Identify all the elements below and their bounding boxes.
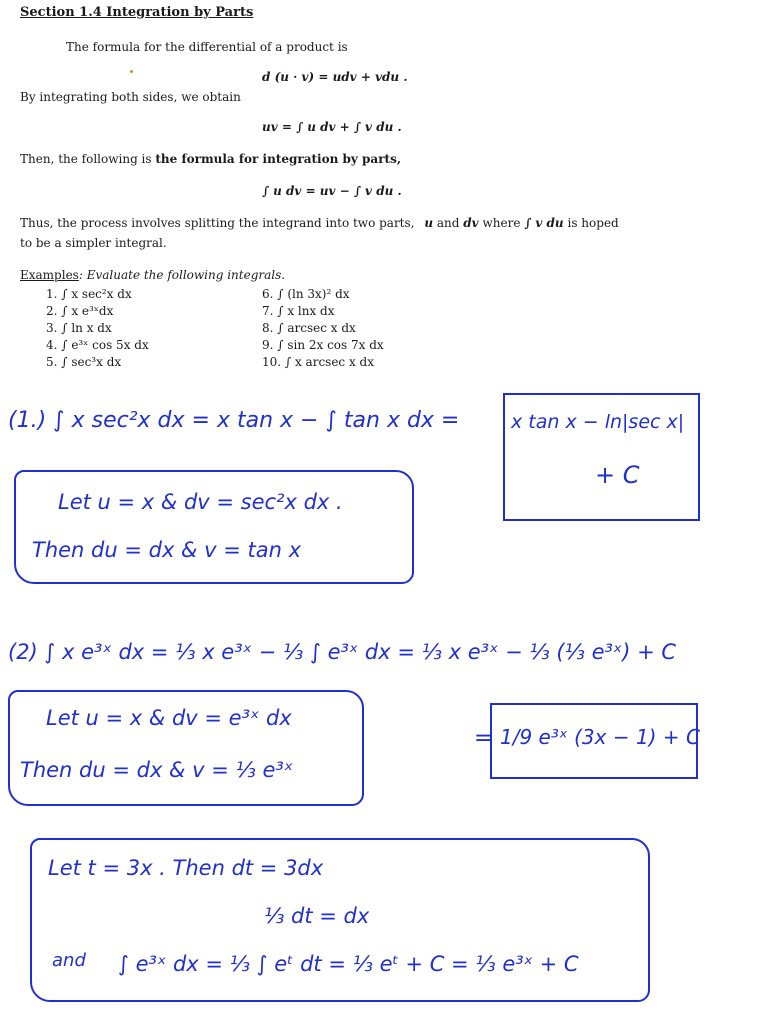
- substitution-equation: ∫ e³ˣ dx = ⅓ ∫ eᵗ dt = ⅓ eᵗ + C = ⅓ e³ˣ + C: [118, 952, 579, 976]
- problem-1-equation: (1.) ∫ x sec²x dx = x tan x − ∫ tan x dx =: [8, 408, 460, 433]
- intro-line-4-int: ∫ v du: [524, 216, 564, 230]
- intro-line-4-u: u: [424, 216, 434, 230]
- stray-dot: [130, 70, 133, 73]
- problem-1-answer-box: [503, 393, 700, 521]
- example-item: 8. ∫ arcsec x dx: [262, 321, 356, 335]
- example-item: 4. ∫ e³ˣ cos 5x dx: [46, 338, 149, 352]
- intro-line-5: to be a simpler integral.: [20, 236, 167, 250]
- intro-line-4: [20, 216, 619, 230]
- problem-2-answer-box: [490, 703, 698, 779]
- problem-2-answer: 1/9 e³ˣ (3x − 1) + C: [500, 725, 700, 749]
- problem-2-let: Let u = x & dv = e³ˣ dx: [46, 706, 292, 730]
- example-item: 10. ∫ x arcsec x dx: [262, 355, 374, 369]
- intro-line-3-prefix: Then, the following is: [20, 152, 156, 166]
- problem-1-let: Let u = x & dv = sec²x dx .: [58, 490, 343, 514]
- example-item: 2. ∫ x e³ˣdx: [46, 304, 114, 318]
- intro-line-4-where: where: [482, 216, 521, 230]
- problem-2-equals: =: [474, 726, 493, 751]
- substitution-work-box: [30, 838, 650, 1002]
- substitution-dt: ⅓ dt = dx: [264, 904, 370, 928]
- examples-right-list: [262, 286, 384, 371]
- examples-heading: [20, 268, 285, 282]
- problem-2-substitution-box: [8, 690, 364, 806]
- examples-heading-rest: : Evaluate the following integrals.: [78, 268, 286, 282]
- example-item: 9. ∫ sin 2x cos 7x dx: [262, 338, 384, 352]
- intro-line-4-end: is hoped: [567, 216, 619, 230]
- problem-1-then: Then du = dx & v = tan x: [32, 538, 302, 562]
- problem-2-equation: (2) ∫ x e³ˣ dx = ⅓ x e³ˣ − ⅓ ∫ e³ˣ dx = ⅓ x e³ˣ − ⅓ (⅓ e³ˣ) + C: [8, 640, 677, 664]
- example-item: 3. ∫ ln x dx: [46, 321, 112, 335]
- example-item: 5. ∫ sec³x dx: [46, 355, 122, 369]
- intro-line-4-a: Thus, the process involves splitting the integrand into two parts,: [20, 216, 415, 230]
- problem-1-answer-line-1: x tan x − ln|sec x|: [511, 411, 685, 433]
- intro-line-3-bold: the formula for integration by parts,: [155, 152, 402, 166]
- example-item: 1. ∫ x sec²x dx: [46, 287, 132, 301]
- equation-product-differential: d (u · v) = udv + vdu .: [262, 70, 408, 84]
- examples-left-list: [46, 286, 149, 371]
- intro-line-4-and: and: [436, 216, 460, 230]
- example-item: 7. ∫ x lnx dx: [262, 304, 335, 318]
- page-title: Section 1.4 Integration by Parts: [20, 5, 254, 20]
- intro-line-1: The formula for the differential of a product is: [66, 40, 348, 54]
- equation-integration-by-parts: ∫ u dv = uv − ∫ v du .: [262, 184, 402, 198]
- equation-integrated: uv = ∫ u dv + ∫ v du .: [262, 120, 402, 134]
- example-item: 6. ∫ (ln 3x)² dx: [262, 287, 350, 301]
- intro-line-4-dv: dv: [463, 216, 479, 230]
- examples-heading-word: Examples: [20, 268, 79, 282]
- substitution-and: and: [52, 950, 86, 971]
- intro-line-2: By integrating both sides, we obtain: [20, 90, 241, 104]
- intro-line-3: [20, 152, 401, 166]
- problem-2-then: Then du = dx & v = ⅓ e³ˣ: [20, 758, 294, 782]
- problem-1-answer-line-2: + C: [595, 461, 640, 489]
- problem-1-substitution-box: [14, 470, 414, 584]
- substitution-let: Let t = 3x . Then dt = 3dx: [48, 856, 324, 880]
